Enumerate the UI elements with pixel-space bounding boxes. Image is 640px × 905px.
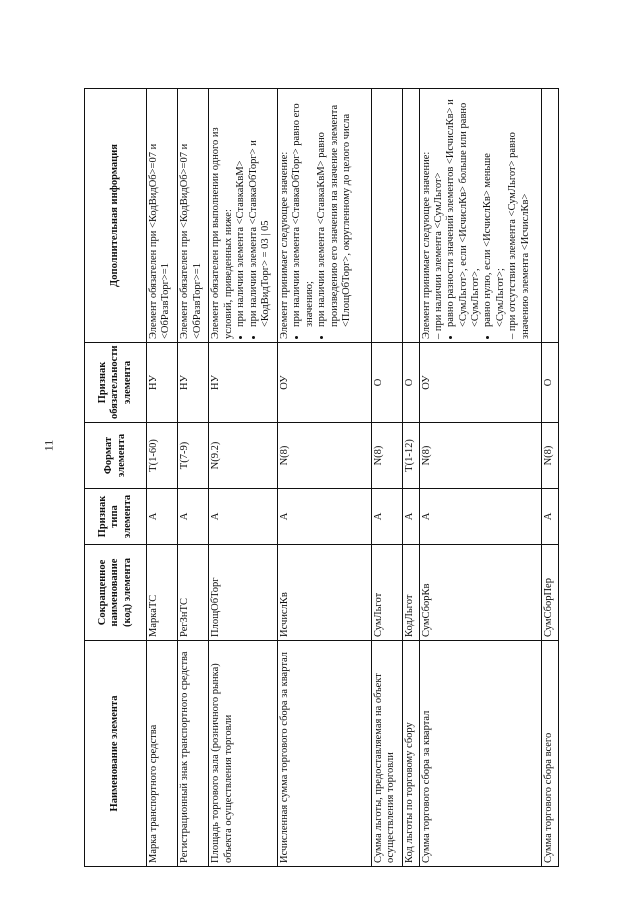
cell-info	[402, 89, 419, 343]
cell-type: А	[402, 489, 419, 545]
cell-name: Марка транспортного средства	[147, 641, 178, 867]
cell-code: КодЛьгот	[402, 545, 419, 641]
cell-name: Площадь торгового зала (розничного рынка) объекта осуществления торговли	[209, 641, 278, 867]
cell-info	[278, 89, 372, 343]
header-info: Дополнительная информация	[85, 89, 147, 343]
cell-type: А	[178, 489, 209, 545]
cell-format: N(8)	[278, 423, 372, 489]
cell-name: Сумма льготы, предоставляемая на объект осуществления торговли	[371, 641, 402, 867]
cell-required: НУ	[178, 343, 209, 423]
cell-info	[371, 89, 402, 343]
cell-code: СумЛьгот	[371, 545, 402, 641]
table-header-row	[85, 89, 147, 867]
cell-code: ПлощОбТорг	[209, 545, 278, 641]
cell-name: Регистрационный знак транспортного средства	[178, 641, 209, 867]
cell-format: N(8)	[419, 423, 542, 489]
table-row	[402, 89, 419, 867]
info-item: • равно нулю, если <ИсчислКв> меньше <СумЛьгот>;	[482, 92, 507, 327]
cell-type: А	[542, 489, 559, 545]
cell-code: МаркаТС	[147, 545, 178, 641]
cell-name: Код льготы по торговому сбору	[402, 641, 419, 867]
cell-type: А	[147, 489, 178, 545]
cell-info: Элемент обязателен при <КодВидОб>=07 и <ОбРазвТорг>=1	[147, 89, 178, 343]
table-row	[147, 89, 178, 867]
cell-type: А	[209, 489, 278, 545]
table-row	[178, 89, 209, 867]
cell-code: ИсчислКв	[278, 545, 372, 641]
cell-info	[419, 89, 542, 343]
cell-type: А	[371, 489, 402, 545]
info-line: – при наличии элемента <СумЛьгот>	[432, 172, 444, 339]
info-line: Элемент принимает следующее значение:	[279, 151, 291, 339]
info-line: Элемент принимает следующее значение:	[420, 151, 432, 339]
rotated-table-wrapper	[84, 89, 559, 867]
cell-required: О	[542, 343, 559, 423]
header-code: Сокращенное наименование (код) элемента	[85, 545, 147, 641]
table-row	[278, 89, 372, 867]
cell-info	[209, 89, 278, 343]
cell-name: Сумма торгового сбора за квартал	[419, 641, 542, 867]
cell-code: СумСборПер	[542, 545, 559, 641]
info-item: • при наличии элемента <СтавкаКвМ> равно произведению его значения на значение элемента <ПлощОбТорг>, округленному до целого числа	[316, 92, 353, 327]
cell-required: НУ	[147, 343, 178, 423]
cell-required: НУ	[209, 343, 278, 423]
cell-name: Сумма торгового сбора всего	[542, 641, 559, 867]
cell-format: N(8)	[542, 423, 559, 489]
info-list	[291, 92, 353, 339]
info-item: • равно разности значений элементов <ИсчислКв> и <СумЛьгот>, если <ИсчислКв> больше или равно <СумЛьгот>,	[445, 92, 482, 327]
cell-name: Исчисленная сумма торгового сбора за квартал	[278, 641, 372, 867]
info-list	[235, 92, 272, 339]
table-row	[542, 89, 559, 867]
info-line: Элемент обязателен при выполнении одного из условий, приведенных ниже:	[210, 127, 234, 339]
cell-info: Элемент обязателен при <КодВидОб>=07 и <ОбРазвТорг>=1	[178, 89, 209, 343]
info-line: – при отсутствии элемента <СумЛьгот> равно значению элемента <ИсчислКв>	[507, 132, 531, 339]
cell-code: СумСборКв	[419, 545, 542, 641]
info-item: • при наличии элемента <СтавкаКвМ>	[235, 92, 247, 327]
cell-format: N(9.2)	[209, 423, 278, 489]
cell-required: О	[371, 343, 402, 423]
cell-required: ОУ	[278, 343, 372, 423]
header-type: Признак типа элемента	[85, 489, 147, 545]
cell-code: РегЗнТС	[178, 545, 209, 641]
table-row	[419, 89, 542, 867]
header-name: Наименование элемента	[85, 641, 147, 867]
cell-type: А	[278, 489, 372, 545]
info-item: • при наличии элемента <СтавкаОбТорг> равно его значению;	[291, 92, 316, 327]
table-row	[209, 89, 278, 867]
cell-format: T(7-9)	[178, 423, 209, 489]
cell-required: ОУ	[419, 343, 542, 423]
header-required: Признак обязательности элемента	[85, 343, 147, 423]
cell-info	[542, 89, 559, 343]
cell-format: T(1-60)	[147, 423, 178, 489]
info-list	[445, 92, 507, 339]
cell-type: А	[419, 489, 542, 545]
elements-table	[84, 88, 559, 867]
header-format: Формат элемента	[85, 423, 147, 489]
cell-format: T(1-12)	[402, 423, 419, 489]
table-row	[371, 89, 402, 867]
info-item: • при наличии элемента <СтавкаОбТорг> и <КодВидТорг> = 03 | 05	[248, 92, 273, 327]
page-number: 11	[41, 439, 56, 452]
cell-format: N(8)	[371, 423, 402, 489]
cell-required: О	[402, 343, 419, 423]
